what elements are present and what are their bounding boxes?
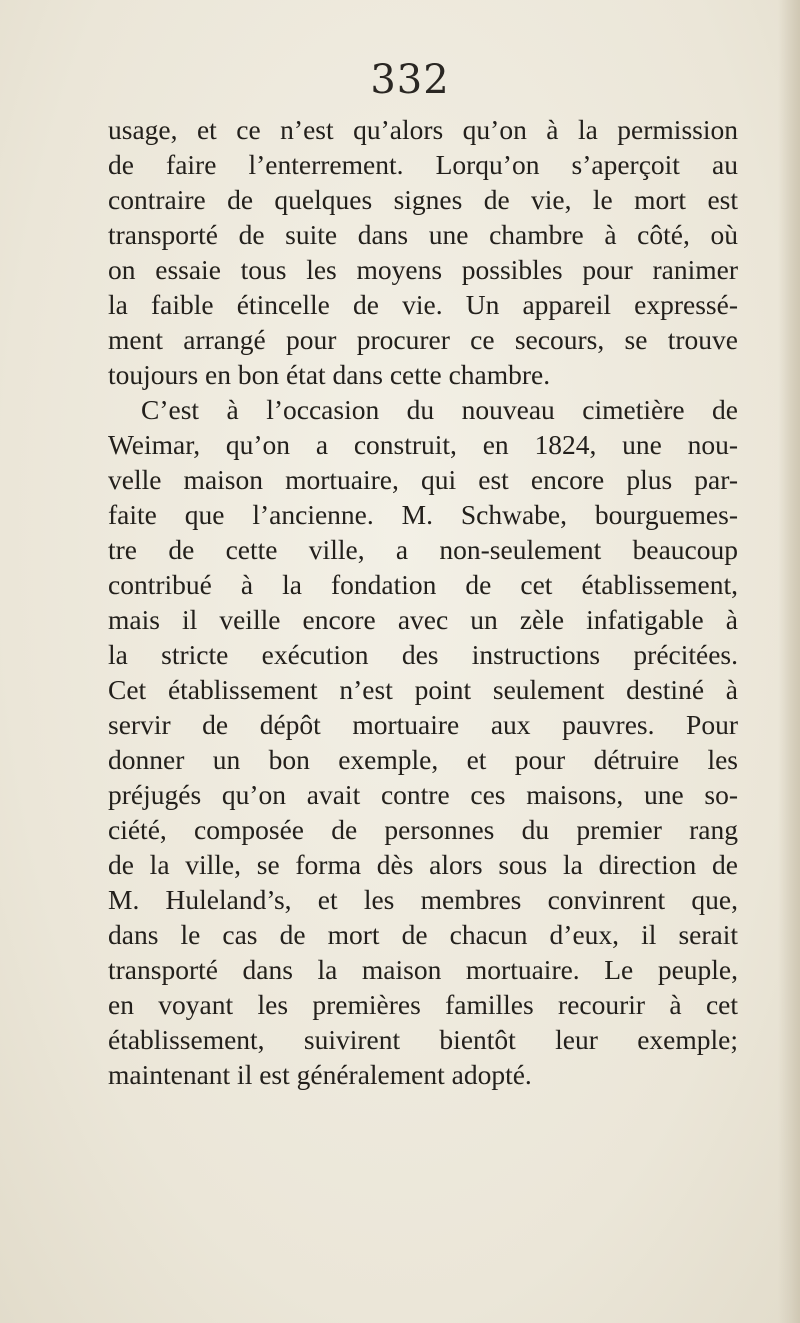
text-line: établissement, suivirent bientôt leur exemple;: [108, 1024, 738, 1055]
text-line: transporté dans la maison mortuaire. Le peuple,: [108, 954, 738, 985]
text-line: Cet établissement n’est point seulement destiné à: [108, 674, 738, 705]
text-line: faite que l’ancienne. M. Schwabe, bourguemes-: [108, 499, 738, 530]
text-line: la stricte exécution des instructions précitées.: [108, 639, 738, 670]
text-line: contraire de quelques signes de vie, le mort est: [108, 184, 738, 215]
text-line: mais il veille encore avec un zèle infatigable à: [108, 604, 738, 635]
text-line: ment arrangé pour procurer ce secours, se trouve: [108, 324, 738, 355]
text-line: on essaie tous les moyens possibles pour ranimer: [108, 254, 738, 285]
page-number: 332: [370, 57, 450, 103]
text-line: de la ville, se forma dès alors sous la direction de: [108, 849, 738, 880]
text-line: maintenant il est généralement adopté.: [108, 1059, 532, 1090]
text-line: de faire l’enterrement. Lorqu’on s’aperçoit au: [108, 149, 738, 180]
text-line: Weimar, qu’on a construit, en 1824, une nou-: [108, 429, 738, 460]
text-line: tre de cette ville, a non-seulement beaucoup: [108, 534, 738, 565]
text-line: dans le cas de mort de chacun d’eux, il serait: [108, 919, 738, 950]
text-line: la faible étincelle de vie. Un appareil expressé-: [108, 289, 738, 320]
text-line: en voyant les premières familles recourir à cet: [108, 989, 738, 1020]
text-line: velle maison mortuaire, qui est encore plus par-: [108, 464, 738, 495]
text-line: M. Huleland’s, et les membres convinrent que,: [108, 884, 738, 915]
body-text: [108, 112, 738, 1092]
text-line: servir de dépôt mortuaire aux pauvres. Pour: [108, 709, 738, 740]
text-line: préjugés qu’on avait contre ces maisons, une so-: [108, 779, 738, 810]
text-line: contribué à la fondation de cet établissement,: [108, 569, 738, 600]
text-line: transporté de suite dans une chambre à côté, où: [108, 219, 738, 250]
text-line: donner un bon exemple, et pour détruire les: [108, 744, 738, 775]
text-line: C’est à l’occasion du nouveau cimetière de: [141, 394, 738, 425]
text-line: ciété, composée de personnes du premier rang: [108, 814, 738, 845]
text-line: usage, et ce n’est qu’alors qu’on à la permission: [108, 114, 738, 145]
text-line: toujours en bon état dans cette chambre.: [108, 359, 551, 390]
page-edge-shadow: [778, 0, 800, 1323]
